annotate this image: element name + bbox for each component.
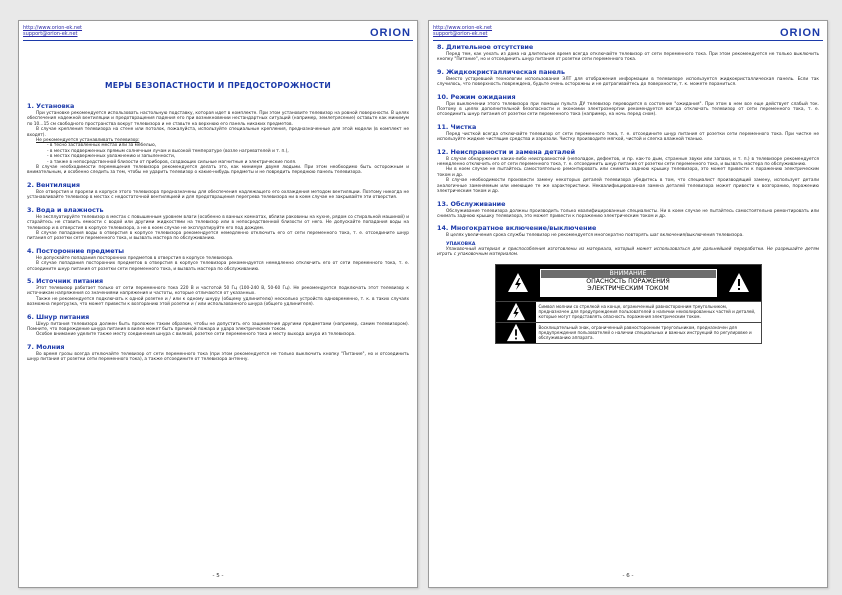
paragraph: В случае попадания посторонних предметов в отверстия в корпусе телевизора рекомендуется немедленно отключить его от сети переменного тока, т. е. отсоедините шнур питания от розетки сети переменного тока, и вызвать мастера по обслуживанию. xyxy=(27,261,409,272)
paragraph: Ни в коем случае не пытайтесь самостоятельно ремонтировать или снимать заднюю крышку телевизора, это может привести к поражению электрическим током и др. xyxy=(437,167,819,178)
section-title: 14. Многократное включение/выключение xyxy=(437,224,597,233)
page-6 xyxy=(428,20,828,588)
paragraph: При выключении этого телевизора при помощи пульта ДУ телевизор переводится в состояние "ожидания". При этом в нем все еще действует слабый ток. Поэтому в целях дополнительной безопасности и экономии электроэнергии рекомендуется всегда отключать телевизор от сети переменного тока, т. е. отсоединить шнур питания от розетки сети переменного тока (например, на ночь перед сном). xyxy=(437,101,819,118)
section-title: 2. Вентиляция xyxy=(27,180,81,189)
warning-row-icon xyxy=(496,323,536,343)
paragraph: В случае обнаружения каких-либо неисправностей (неполадок, дефектов, и пр. как-то дым, странные звуки или запахи, и т. п.) в телевизоре рекомендуется немедленно отключить его от сети переменного тока, т. е. отсоединить шнур питания от розетки сети переменного тока, и вызвать мастера по обслуживанию. xyxy=(437,156,819,168)
page-5 xyxy=(18,20,418,588)
paragraph: В случае попадания воды в отверстия в корпусе телевизора рекомендуется немедленно отключить его от сети переменного тока, т. е. отсоедините шнур питания от розетки сети переменного тока, и вызвать мастера по обслуживанию. xyxy=(27,230,409,242)
section-title: 9. Жидкокристаллическая панель xyxy=(437,67,566,76)
section-title: 5. Источник питания xyxy=(27,276,104,285)
packaging-note xyxy=(437,242,819,258)
packaging-text: Упаковочный материал и приспособления изготовлены из материала, который может использоваться для дальнейшей переработки. Не разрешайте детям играть с упаковочным материалом. xyxy=(437,246,819,258)
paragraph: Во время грозы всегда отключайте телевизор от сети переменного тока (при этом рекомендуется не только выключить кнопку "Питание", но и отсоединить шнур питания от розетки сети переменного тока), а также отсоедините от телевизора антенну. xyxy=(27,351,409,363)
section-title: 10. Режим ожидания xyxy=(437,92,516,101)
warning-row xyxy=(496,301,761,322)
paragraph: Перед тем, как уехать из дома на длительное время всегда отключайте телевизор от сети переменного тока. При этом рекомендуется не только выключить кнопку "Питание", но и отсоединить шнур питания от розетки сети переменного тока. xyxy=(437,52,819,63)
paragraph: В целях увеличения срока службы телевизор не рекомендуется многократно повторять шаг включения/выключения телевизора. xyxy=(446,233,744,239)
paragraph: Не эксплуатируйте телевизор в местах с повышенным уровнем влаги (особенно в ванных комнатах, вблизи раковины на кухне, рядом со стиральной машиной) и старайтесь не ставить емкости с водой или другими жидкостями на телевизор или в непосредственной близости от него. Не допускайте попадания воды на телевизор и в отверстия в корпусе телевизора, а не в коем случае не эксплуатируйте его под дождем. xyxy=(27,214,409,231)
paragraph: Обслуживание телевизора должны производить только квалифицированные специалисты. Ни в коем случае не пытайтесь самостоятельно ремонтировать или снимать заднюю крышку телевизора, это может привести к поражению электрическим током и др. xyxy=(437,208,819,219)
paragraph: Не допускайте попадания посторонних предметов в отверстия в корпусе телевизора. xyxy=(36,255,234,261)
document-title: МЕРЫ БЕЗОПАСТНОСТИ И ПРЕДОСТОРОЖНОСТИ xyxy=(104,81,332,90)
warning-label xyxy=(540,269,717,297)
paragraph: Шнур питания телевизора должен быть проложен таким образом, чтобы не допустить его защемления другими предметами (например, самим телевизором). Помните, что повреждение шнура питания в вилке может быть причиной пожара и удара электрическим током. xyxy=(27,321,409,332)
email-link[interactable]: support@orion-ek.net xyxy=(23,31,78,37)
warning-row xyxy=(496,322,761,343)
section-title: 6. Шнур питания xyxy=(27,312,90,321)
warning-banner xyxy=(496,265,761,301)
paragraph: Все отверстия и прорези в корпусе этого телевизора предназначены для обеспечения надлежащего его охлаждения методом вентиляции. Поэтому никогда не устанавливайте телевизор в местах с недостаточной вентиляцией и для предотвращения перегрева телевизора ни в коем случае не закрывайте эти отверстия. xyxy=(27,189,409,201)
header-divider xyxy=(23,40,413,41)
email-link[interactable]: support@orion-ek.net xyxy=(433,31,488,37)
paragraph: Этот телевизор работает только от сети переменного тока 220 В и частотой 50 Гц (100-240 В, 50-60 Гц). Не рекомендуется подключать этот телевизор к источникам напряжения со значениями напряжения и частоты, которые отличаются от указанных. xyxy=(27,285,409,297)
paragraph: Вместо устаревшей технологии использования ЭЛТ для отображения информации в телевизоре используется жидкокристаллическая панель. Если так случилось, что поверхность повреждена, будьте очень осторожны и не дотрагивайтесь до поверхности, т. к. можете пораниться. xyxy=(437,76,819,88)
header-links xyxy=(23,25,82,37)
paragraph: При установке рекомендуется использовать настольную подставку, которая идет в комплекте. При этом установите телевизор на ровной поверхности. В целях обеспечения надежной вентиляции и предотвращения падения его при возникновении нестандартных ситуаций (например, землетрясение) оставьте как минимум по 10…15 см свободного пространства вокруг телевизора и не ставьте на верхнюю его панель никаких предметов. xyxy=(27,111,409,127)
list-item: - а также в непосредственной близости от приборов, создающих сильные магнитные и электрические поля. xyxy=(47,160,409,165)
orion-logo: ORION xyxy=(779,27,821,39)
lightning-warning-icon xyxy=(507,272,529,294)
section-title: 4. Посторонние предметы xyxy=(27,246,125,255)
warning-line: ОПАСНОСТЬ ПОРАЖЕНИЯ xyxy=(586,277,670,285)
paragraph: Особое внимание уделите также месту соединения шнура с вилкой, розетке сети переменного тока и месту выхода шнура из телевизора. xyxy=(36,332,356,338)
lightning-warning-icon xyxy=(506,302,526,322)
bullet-list xyxy=(27,143,409,165)
packaging-title: УПАКОВКА xyxy=(446,241,476,247)
header-links xyxy=(433,25,492,37)
warning-row-icon xyxy=(496,302,536,322)
paragraph: Перед чисткой всегда отключайте телевизор от сети переменного тока, т. е. отсоедините шнур питания от розетки сети переменного тока. При чистке не используйте жидкие чистящие средства и аэрозоли. Чистку производите мягкой, чистой и слегка влажной тканью. xyxy=(437,131,819,143)
section-title: 7. Молния xyxy=(27,342,65,351)
warning-box xyxy=(495,264,762,344)
section-title: 1. Установка xyxy=(27,102,75,110)
list-item: - в местах подверженных прямым солнечным лучам и высокой температуре (возле нагревателей и т. п.), xyxy=(47,149,409,154)
list-item: - в местах подверженных увлажнению и запыленности, xyxy=(47,154,409,159)
page-number: - 5 - xyxy=(212,573,224,579)
section-title: 12. Неисправности и замена деталей xyxy=(437,147,576,156)
exclamation-warning-icon xyxy=(728,272,750,294)
paragraph: В случае необходимости перемещения телевизора рекомендуется делать это, как минимум двумя людьми. При этом необходимо быть осторожным и внимательным, и особенно следить за тем, чтобы не ударить телевизор о какие-нибудь предметы и не повредить переднюю панель телевизора. xyxy=(27,165,409,176)
page-content xyxy=(27,45,409,565)
page-number: - 6 - xyxy=(622,573,634,579)
paragraph: Также не рекомендуется подключать к одной розетке и / или к одному шнуру (общему удлинителю) несколько устройств одновременно, т. к. в таких случаях возможна перегрузка, что может привести к возгоранию этой розетки и / или использованного шнура (общего удлинителя). xyxy=(27,296,409,308)
section-title: 13. Обслуживание xyxy=(437,199,506,208)
paragraph: В случае необходимости произвести замену некоторых деталей телевизора убедитесь в том, что специалист производящий замену, использует детали аналогичные заменяемым или имеющие те же характеристики. Неквалифицированная замена деталей телевизора может привести к возгоранию, поражению электрическим током и др. xyxy=(437,178,819,195)
website-link[interactable]: http://www.orion-ek.net xyxy=(23,25,83,31)
section-title: 8. Длительное отсутствие xyxy=(437,43,534,51)
section-title: 3. Вода и влажность xyxy=(27,205,104,214)
section-title: 11. Чистка xyxy=(437,122,477,131)
exclamation-warning-icon xyxy=(506,323,526,343)
warning-row-text: Символ молнии со стрелкой на конце, ограниченный равносторонним треугольником, предназначен для предупреждения пользователей о наличии неизолированных частей и деталей, которые могут представлять опасность поражения электрическим током. xyxy=(538,303,756,319)
page-content xyxy=(437,41,819,565)
orion-logo: ORION xyxy=(369,27,411,39)
list-item: - в тесно заставленных местах или за мебелью, xyxy=(47,143,409,148)
warning-row-text: Восклицательный знак, ограниченный равносторонним треугольником, предназначен для предупреждения пользователей о наличии специальных и важных инструкций по регулировке и обслуживанию аппарата. xyxy=(538,324,752,340)
warning-head: ВНИМАНИЕ xyxy=(541,270,716,278)
paragraph: В случае крепления телевизора на стене или потолок, пожалуйста, используйте специальные крепления, предназначенные для этой модели (в комплект не входят). xyxy=(27,127,409,138)
website-link[interactable]: http://www.orion-ek.net xyxy=(433,25,493,31)
warning-line: ЭЛЕКТРИЧЕСКИМ ТОКОМ xyxy=(587,285,669,293)
paragraph: Не рекомендуется устанавливать телевизор: xyxy=(36,138,140,144)
